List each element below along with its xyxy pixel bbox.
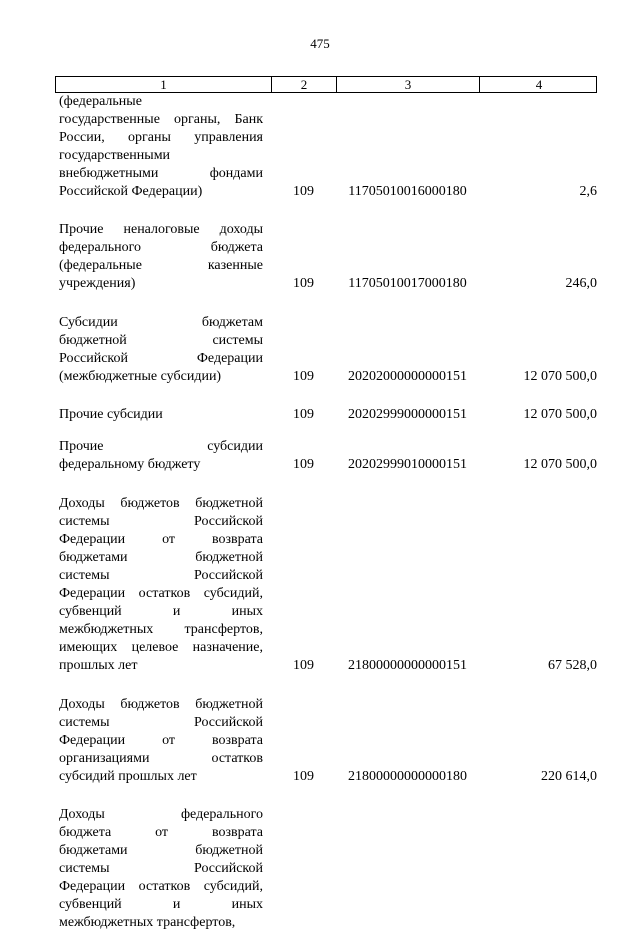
row-description xyxy=(55,806,271,932)
description-line: России, органы управления xyxy=(59,130,263,145)
table-row xyxy=(55,314,597,386)
description-line: бюджетной системы xyxy=(59,333,263,348)
header-col-1: 1 xyxy=(56,77,272,92)
description-line: Доходы федерального xyxy=(59,807,263,822)
description-line: федеральному бюджету xyxy=(59,457,201,472)
row-budget-code: 20202999010000151 xyxy=(348,457,467,472)
row-description xyxy=(55,314,271,386)
description-line: субвенций и иных xyxy=(59,604,263,619)
description-line: Федерации остатков субсидий, xyxy=(59,879,263,894)
row-budget-code: 20202999000000151 xyxy=(348,407,467,422)
row-description xyxy=(55,438,271,474)
table-row xyxy=(55,406,597,424)
row-amount: 12 070 500,0 xyxy=(523,457,597,472)
table-row xyxy=(55,221,597,293)
row-description xyxy=(55,93,271,201)
row-description xyxy=(55,406,271,424)
description-line: организациями остатков xyxy=(59,751,263,766)
table-body xyxy=(55,93,597,932)
description-line: Федерации от возврата xyxy=(59,532,263,547)
description-line: Субсидии бюджетам xyxy=(59,315,263,330)
description-line: (федеральные xyxy=(59,94,142,109)
description-line: внебюджетными фондами xyxy=(59,166,263,181)
description-line: системы Российской xyxy=(59,514,263,529)
row-admin-code: 109 xyxy=(293,369,314,384)
row-amount: 12 070 500,0 xyxy=(523,407,597,422)
description-line: Российской Федерации xyxy=(59,351,263,366)
description-line: прошлых лет xyxy=(59,658,138,673)
description-line: Прочие неналоговые доходы xyxy=(59,222,263,237)
row-admin-code: 109 xyxy=(293,276,314,291)
row-description xyxy=(55,495,271,675)
description-line: субсидий прошлых лет xyxy=(59,769,197,784)
row-description xyxy=(55,221,271,293)
description-line: (федеральные казенные xyxy=(59,258,263,273)
description-line: системы Российской xyxy=(59,715,263,730)
description-line: Российской Федерации) xyxy=(59,184,203,199)
row-amount: 12 070 500,0 xyxy=(523,369,597,384)
row-amount: 2,6 xyxy=(579,184,597,199)
row-amount: 67 528,0 xyxy=(548,658,597,673)
description-line: Прочие субсидии xyxy=(59,407,163,422)
description-line: системы Российской xyxy=(59,568,263,583)
description-line: бюджетами бюджетной xyxy=(59,550,263,565)
description-line: бюджета от возврата xyxy=(59,825,263,840)
row-budget-code: 21800000000000180 xyxy=(348,769,467,784)
description-line: Прочие субсидии xyxy=(59,439,263,454)
table-row xyxy=(55,438,597,474)
row-description xyxy=(55,696,271,786)
row-admin-code: 109 xyxy=(293,184,314,199)
description-line: федерального бюджета xyxy=(59,240,263,255)
description-line: (межбюджетные субсидии) xyxy=(59,369,222,384)
row-amount: 246,0 xyxy=(565,276,597,291)
header-col-3: 3 xyxy=(337,77,480,92)
row-admin-code: 109 xyxy=(293,658,314,673)
table-row xyxy=(55,696,597,786)
description-line: имеющих целевое назначение, xyxy=(59,640,263,655)
table-row xyxy=(55,93,597,201)
description-line: Доходы бюджетов бюджетной xyxy=(59,697,263,712)
description-line: государственные органы, Банк xyxy=(59,112,263,127)
description-line: бюджетами бюджетной xyxy=(59,843,263,858)
table-row xyxy=(55,495,597,675)
row-budget-code: 20202000000000151 xyxy=(348,369,467,384)
table-header-row xyxy=(55,76,597,93)
row-budget-code: 11705010016000180 xyxy=(348,184,467,199)
description-line: Доходы бюджетов бюджетной xyxy=(59,496,263,511)
description-line: межбюджетных трансфертов, xyxy=(59,915,236,930)
header-col-2: 2 xyxy=(272,77,337,92)
row-admin-code: 109 xyxy=(293,769,314,784)
row-amount: 220 614,0 xyxy=(541,769,597,784)
row-budget-code: 11705010017000180 xyxy=(348,276,467,291)
description-line: субвенций и иных xyxy=(59,897,263,912)
row-admin-code: 109 xyxy=(293,407,314,422)
description-line: системы Российской xyxy=(59,861,263,876)
row-admin-code: 109 xyxy=(293,457,314,472)
table-row xyxy=(55,806,597,932)
description-line: Федерации остатков субсидий, xyxy=(59,586,263,601)
row-budget-code: 21800000000000151 xyxy=(348,658,467,673)
description-line: Федерации от возврата xyxy=(59,733,263,748)
description-line: учреждения) xyxy=(59,276,136,291)
revenue-table xyxy=(55,76,597,932)
page-number: 475 xyxy=(310,36,330,51)
description-line: государственными xyxy=(59,148,171,163)
header-col-4: 4 xyxy=(535,77,543,92)
description-line: межбюджетных трансфертов, xyxy=(59,622,263,637)
